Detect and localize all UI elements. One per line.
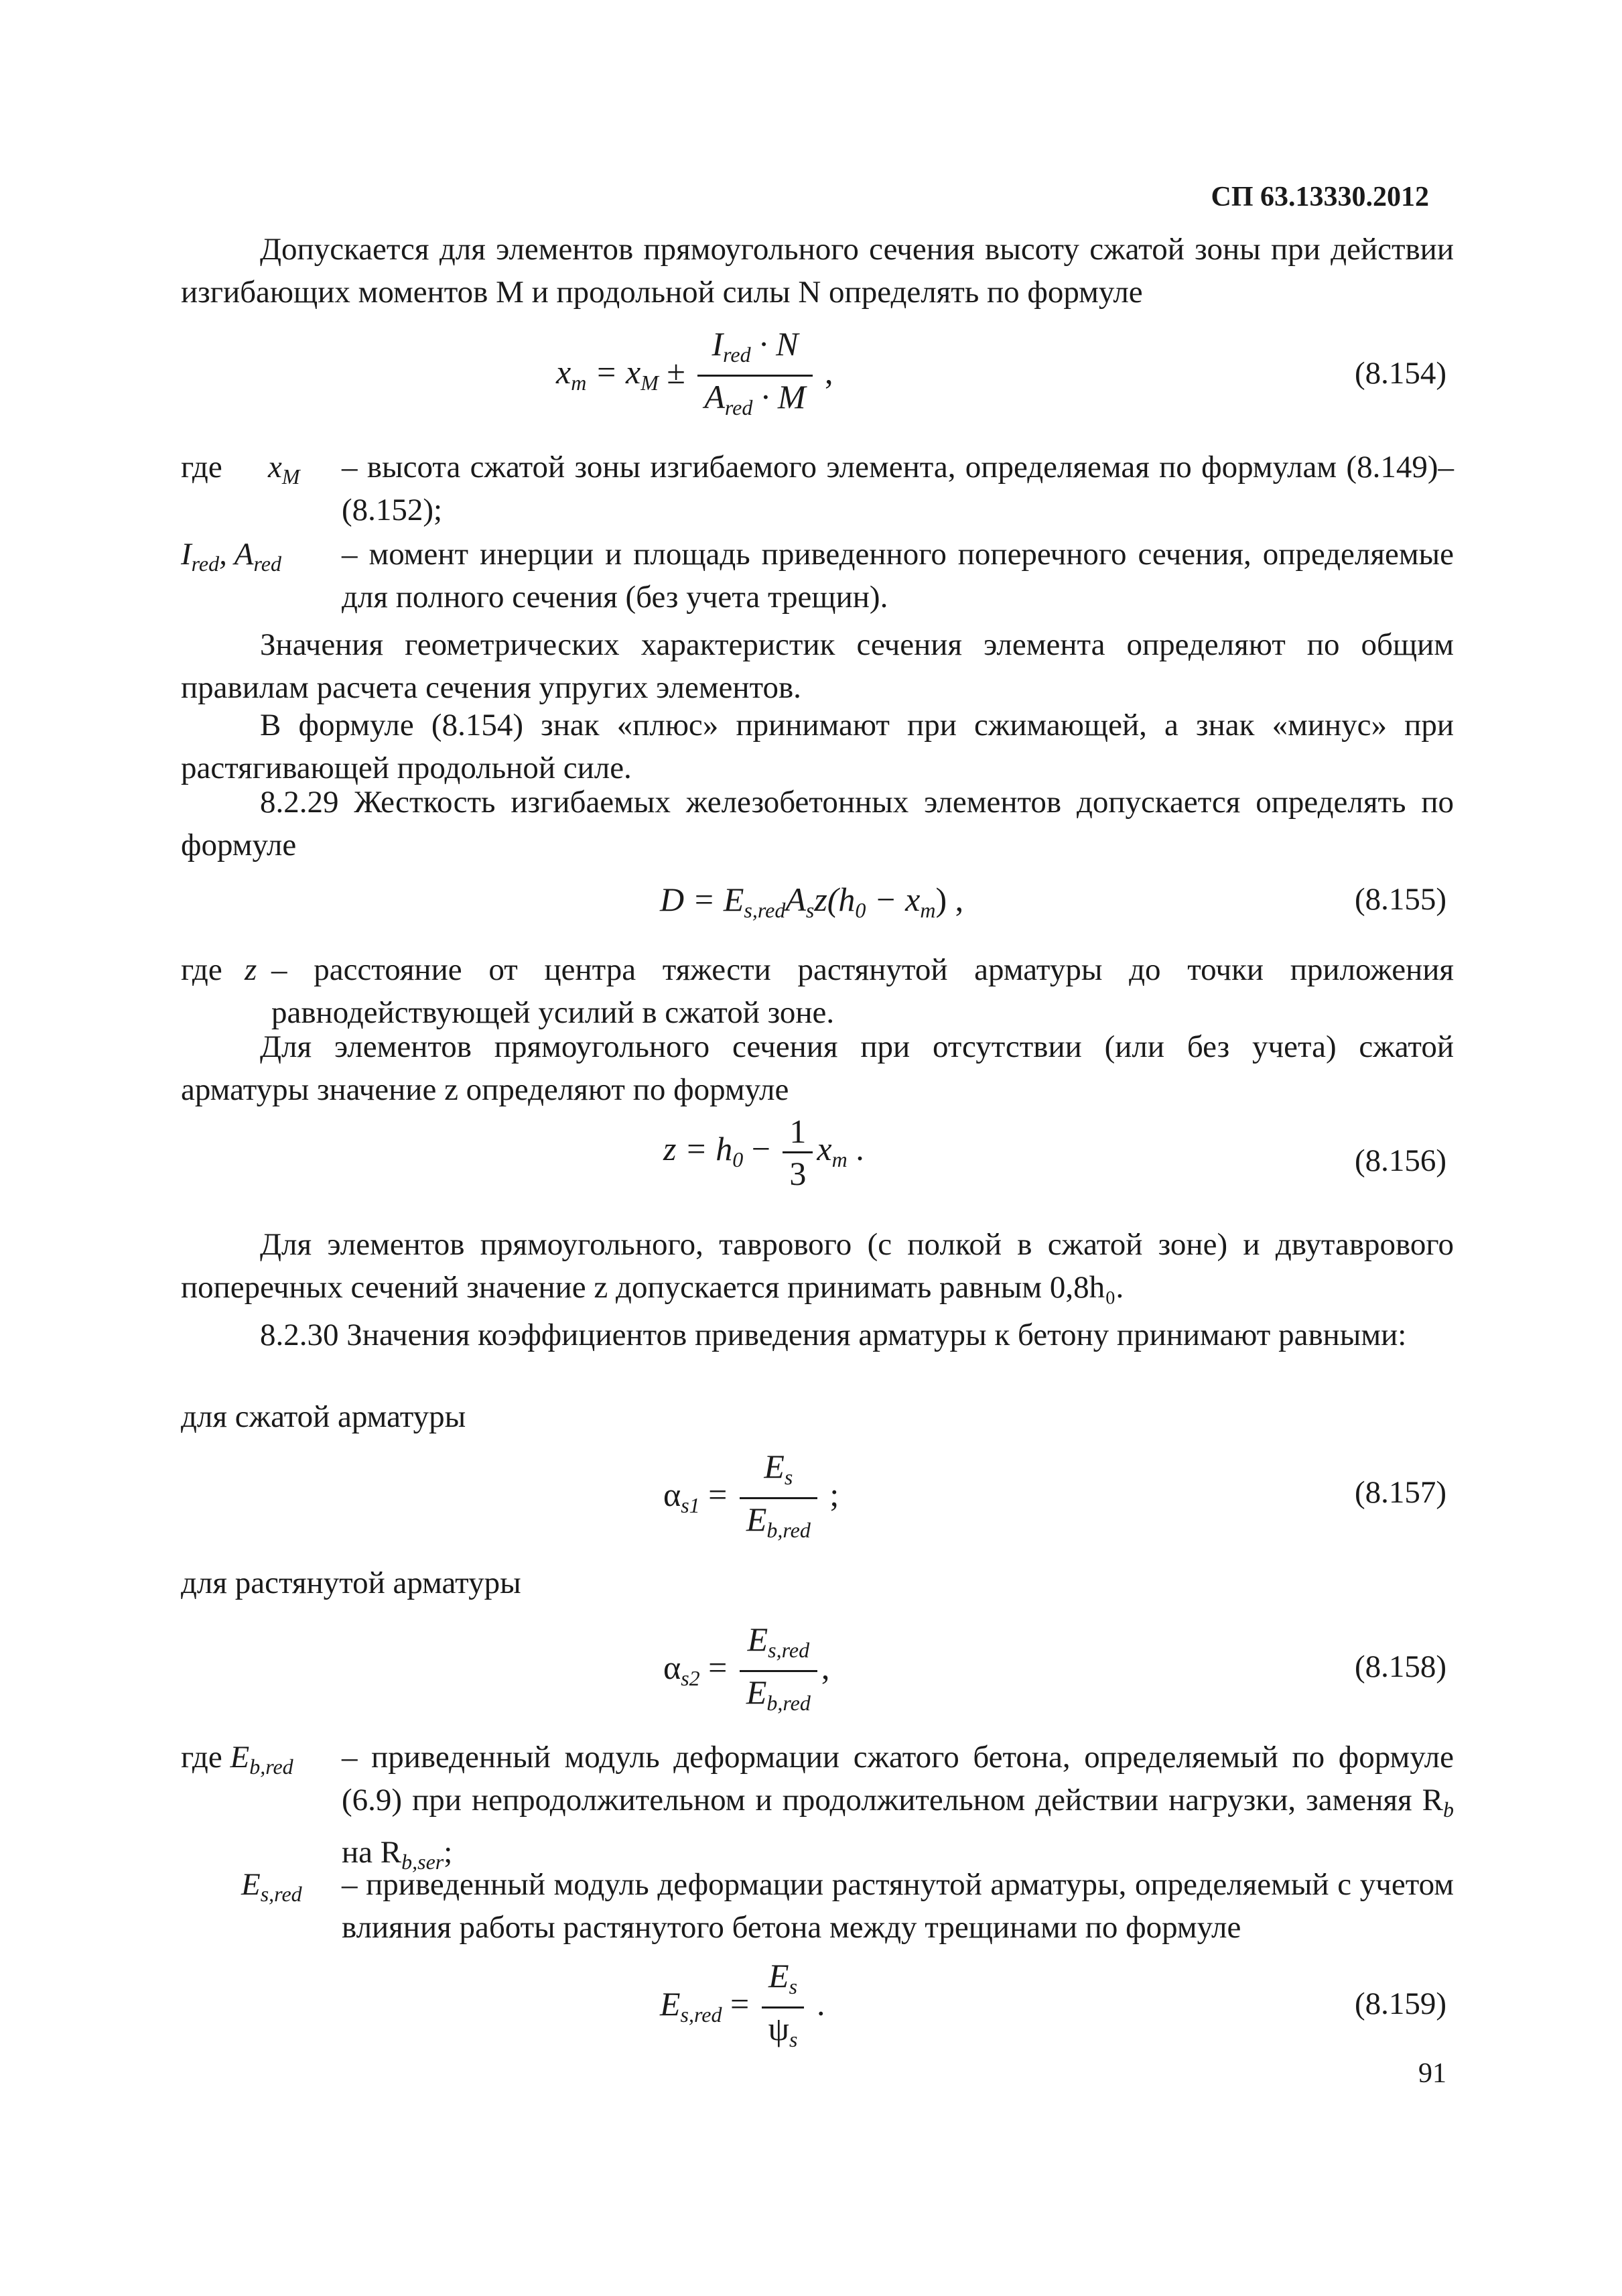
page-number: 91 — [1418, 2058, 1446, 2089]
paragraph-compression-zone: Допускается для элементов прямоугольного сечения высоту сжатой зоны при действии изгибающих моментов M и продольной силы N определять по формуле — [181, 232, 1454, 310]
formula-8-156: $z = h_0$ − $\frac{1}{3}$ $x_m$ . — [663, 1112, 864, 1192]
definition-z: где z – расстояние от центра тяжести растянутой арматуры до точки приложения равнодействующей усилий в сжатой зоне. — [181, 952, 1454, 1030]
document-code: СП 63.13330.2012 — [1211, 182, 1429, 212]
definition-eb-red: где $E_{b,red}$ – приведенный модуль деформации сжатого бетона, определяемый по формуле (6.9) при непродолжительном и продолжительном действии нагрузки, заменяя $R_b$ на $R_{b,ser}$; — [181, 1740, 1454, 1874]
formula-number-8-154: (8.154) — [1354, 356, 1446, 391]
formula-8-157: $\alpha_{s1}$ = $\frac{E_s}{E_{b,red}}$ ; — [663, 1448, 839, 1549]
fraction: $\frac{E_s}{\psi_s}$ — [762, 1957, 805, 2058]
paragraph-tensile-reinforcement: для растянутой арматуры — [181, 1566, 521, 1600]
definition-es-red: $E_{s,red}$ – приведенный модуль деформации растянутой арматуры, определяемый с учетом влияния работы растянутого бетона между трещинами по формуле — [241, 1867, 1454, 1945]
formula-number-8-158: (8.158) — [1354, 1649, 1446, 1684]
fraction: $\frac{1}{3}$ — [783, 1112, 813, 1192]
formula-8-158: $\alpha_{s2}$ = $\frac{E_{s,red}}{E_{b,red}}$ , — [663, 1620, 829, 1722]
paragraph-8-2-29: 8.2.29 Жесткость изгибаемых железобетонных элементов допускается определять по формуле — [181, 785, 1454, 863]
formula-number-8-155: (8.155) — [1354, 882, 1446, 917]
formula-number-8-156: (8.156) — [1354, 1143, 1446, 1178]
definition-xm: где $x_M$ – высота сжатой зоны изгибаемого элемента, определяемая по формулам (8.149)–(8.152); — [181, 450, 1454, 527]
paragraph-geometric: Значения геометрических характеристик сечения элемента определяют по общим правилам расчета сечения упругих элементов. — [181, 627, 1454, 705]
formula-8-159: $E_{s,red}$ = $\frac{E_s}{\psi_s}$ . — [660, 1957, 825, 2058]
fraction: $\frac{E_s}{E_{b,red}}$ — [740, 1448, 817, 1549]
paragraph-sign-rule: В формуле (8.154) знак «плюс» принимают при сжимающей, а знак «минус» при растягивающей продольной силе. — [181, 708, 1454, 785]
formula-8-155: $D = E_{s,red}A_sz(h_0 - x_m)$ , — [660, 881, 964, 922]
paragraph-8-2-30: 8.2.30 Значения коэффициентов приведения арматуры к бетону принимают равными: — [260, 1318, 1407, 1352]
formula-number-8-159: (8.159) — [1354, 1986, 1446, 2021]
paragraph-compressed-reinforcement: для сжатой арматуры — [181, 1399, 466, 1434]
formula-number-8-157: (8.157) — [1354, 1475, 1446, 1510]
fraction: $\frac{E_{s,red}}{E_{b,red}}$ — [740, 1620, 817, 1722]
paragraph-tee-sections: Для элементов прямоугольного, таврового (с полкой в сжатой зоне) и двутаврового поперечных сечений значение z допускается принимать равным 0,8h₀. — [181, 1227, 1454, 1305]
paragraph-rect-z: Для элементов прямоугольного сечения при отсутствии (или без учета) сжатой арматуры значение z определяют по формуле — [181, 1029, 1454, 1107]
formula-8-154: $x_m = x_M$ ± $\frac{I_{red} \cdot N}{A_{red} \cdot M}$ , — [556, 325, 833, 426]
fraction: $\frac{I_{red} \cdot N}{A_{red} \cdot M}$ — [697, 325, 812, 426]
definition-ired-ared: $I_{red}$, $A_{red}$ – момент инерции и площадь приведенного поперечного сечения, определяемые для полного сечения (без учета трещин). — [181, 537, 1454, 615]
